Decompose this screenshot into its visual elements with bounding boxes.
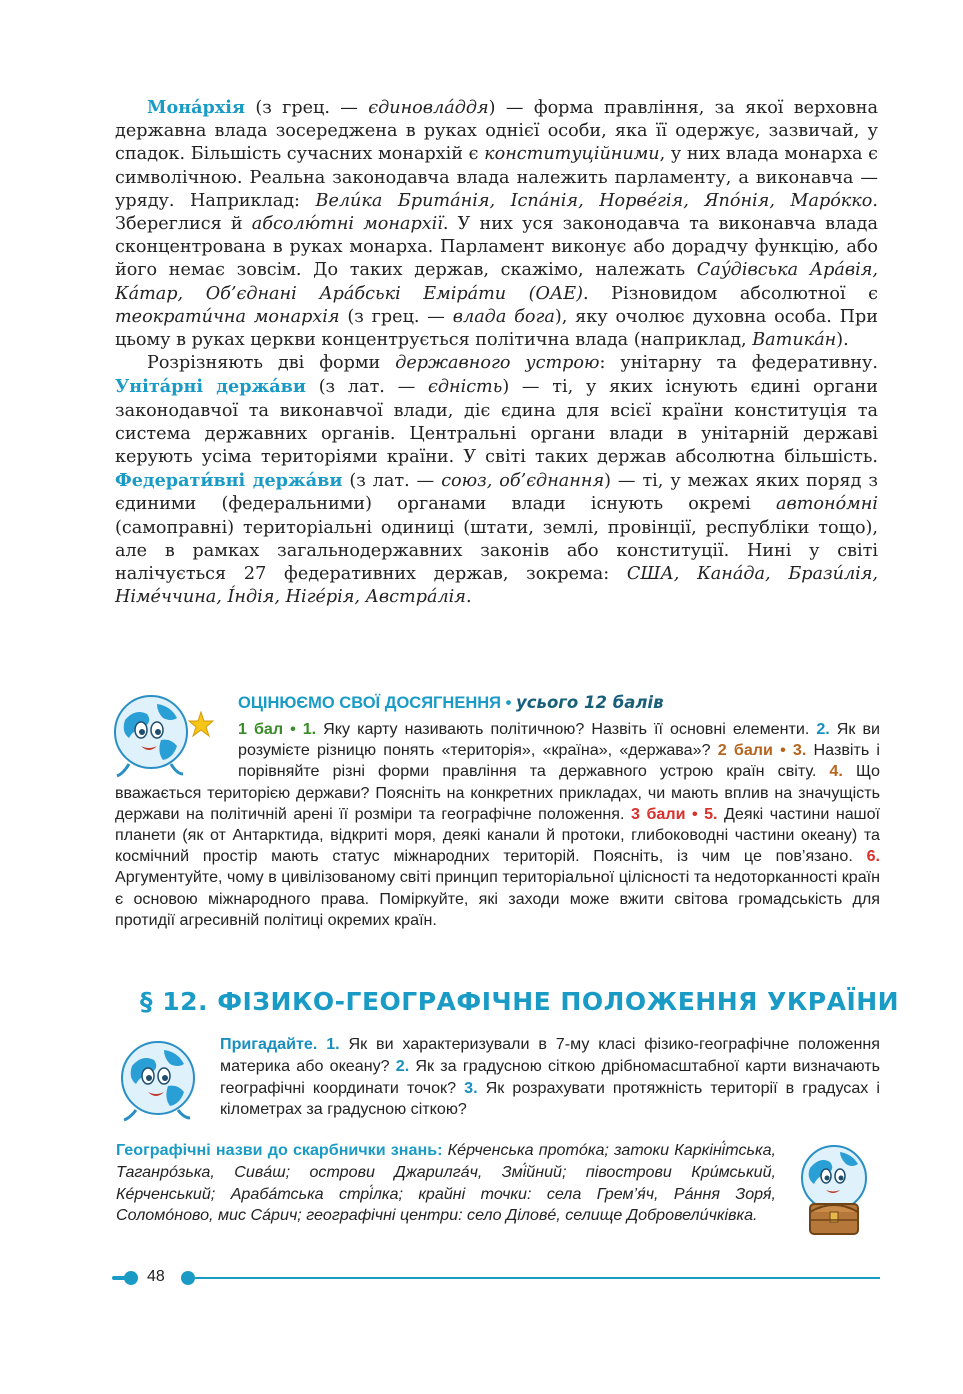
term-unitary: Унітáрні держáви (115, 376, 306, 398)
footer-line (195, 1277, 880, 1279)
footer-dot-left (124, 1271, 138, 1285)
main-text (115, 96, 878, 609)
points-1: 1 бал • 1. (238, 720, 317, 738)
structure-paragraph: Розрізняють дві форми державного устрою: унітарну та федеративну. Унітáрні держáви (з лат. — єдність) — ті, у яких існують єдині органи законодавчої та виконавчої влади, діє єдина для всієї країни конституція та система державних органів. Центральні органи влади в унітарній державі керують усіма територіями країни. У світі таких держав абсолютна більшість. Федерати́вні держáви (з лат. — союз, об’єднання) — ті, у межах яких поряд з єдиними (федеральними) органами влади існують окремі автонóмні (самоправні) територіальні одиниці (штати, землі, провінції, республіки тощо), але в рамках загальнодержавних законів або конституції. Нині у світі налічується 27 федеративних держав, зокрема: США, Канáда, Брази́лія, Німéччина, Íндія, Нігéрія, Австрáлія. (115, 353, 879, 608)
assessment-total: усього 12 балів (515, 693, 664, 712)
points-2: 2 бали • 3. (717, 741, 807, 760)
geo-names-lead: Географічні назви до скарбнички знань: (116, 1141, 443, 1159)
assessment-title: ОЦІНЮЄМО СВОЇ ДОСЯГНЕННЯ • усього 12 балів (238, 693, 664, 712)
globe-mascot-chest-icon (792, 1142, 878, 1242)
geo-names-block: Географічні назви до скарбнички знань: Кéрченська протóка; затоки Каркіні́тська, Таганрóзька, Сивáш; острови Джарилгáч, Змі́йний; півострови Кри́мський, Кéрченський; Арабáтська стрі́лка; крайні точки: села Грем’я́ч, Рáння Зоря́, Соломóново, мис Сáрич; географічні центри: село Діловé, селище Добровели́чківка. (116, 1141, 777, 1225)
section-title: § 12. ФІЗИКО-ГЕОГРАФІЧНЕ ПОЛОЖЕННЯ УКРАЇНИ (140, 987, 900, 1016)
monarchy-paragraph: Монáрхія (з грец. — єдиновлáддя) — форма правління, за якої верховна державна влада зосереджена в руках однієї особи, яка її одержує, зазвичай, у спадок. Більшість сучасних монархій є конституційними, у них влада монарха є символічною. Реальна законодавча влада належить парламенту, а виконавча — уряду. Наприклад: Вели́ка Бритáнія, Іспáнія, Норвéгія, Япóнія, Марóкко. Збереглися й абсолю́тні монархії. У них уся законодавча та виконавча влада сконцентрована в руках монарха. Парламент виконує або дорадчу функцію, або його немає зовсім. До таких держав, скажімо, належать Саýдівська Арáвія, Кáтар, Об’єднані Арáбські Емірáти (ОАЕ). Різновидом абсолютної є теократи́чна монархія (з грец. — влада бога), яку очолює духовна особа. При цьому в руках церкви концентрується політична влада (наприклад, Ватикáн). (115, 97, 879, 351)
term-monarchy: Монáрхія (147, 97, 245, 118)
footer-dot-right (181, 1271, 195, 1285)
term-federative: Федерати́вні держáви (115, 470, 343, 492)
page-number: 48 (147, 1268, 165, 1285)
recall-lead: Пригадайте. 1. (220, 1035, 340, 1053)
assessment-questions: 1 бал • 1. Яку карту називають політичною? Назвіть її основні елементи. 2. Як ви розумієте різницю понять «територія», «країна», «держава»? 2 бали • 3. Назвіть і порівняйте різні форми правління та державного устрою країн світу. 4. Що вважається територією держави? Поясніть на конкретних прикладах, чи мають вплив на значущість держави на політичній арені її розміри та географічне положення. 3 бали • 5. Деякі частини нашої планети (як от Антарктида, відкриті моря, деякі канали й протоки, глибоководні частини океану) та космічний простір мають статус міжнародних територій. Поясніть, із чим це пов’язано. 6. Аргументуйте, чому в цивілізованому світі принцип територіальної цілісності та недоторканності країн є основою міжнародного права. Поміркуйте, які заходи може вжити світова громадськість для протидії агресивній політиці окремих країн. (115, 720, 881, 929)
globe-mascot-icon (112, 1036, 208, 1126)
recall-block: Пригадайте. 1. Як ви характеризували в 7-му класі фізико-географічне положення материка або океану? 2. Як за градусною сіткою дрібномасштабної карти визначають географічні координати точок? 3. Як розрахувати протяжність території в градусах і кілометрах за градусною сіткою? (220, 1035, 881, 1119)
points-3: 3 бали • 5. (631, 804, 718, 823)
